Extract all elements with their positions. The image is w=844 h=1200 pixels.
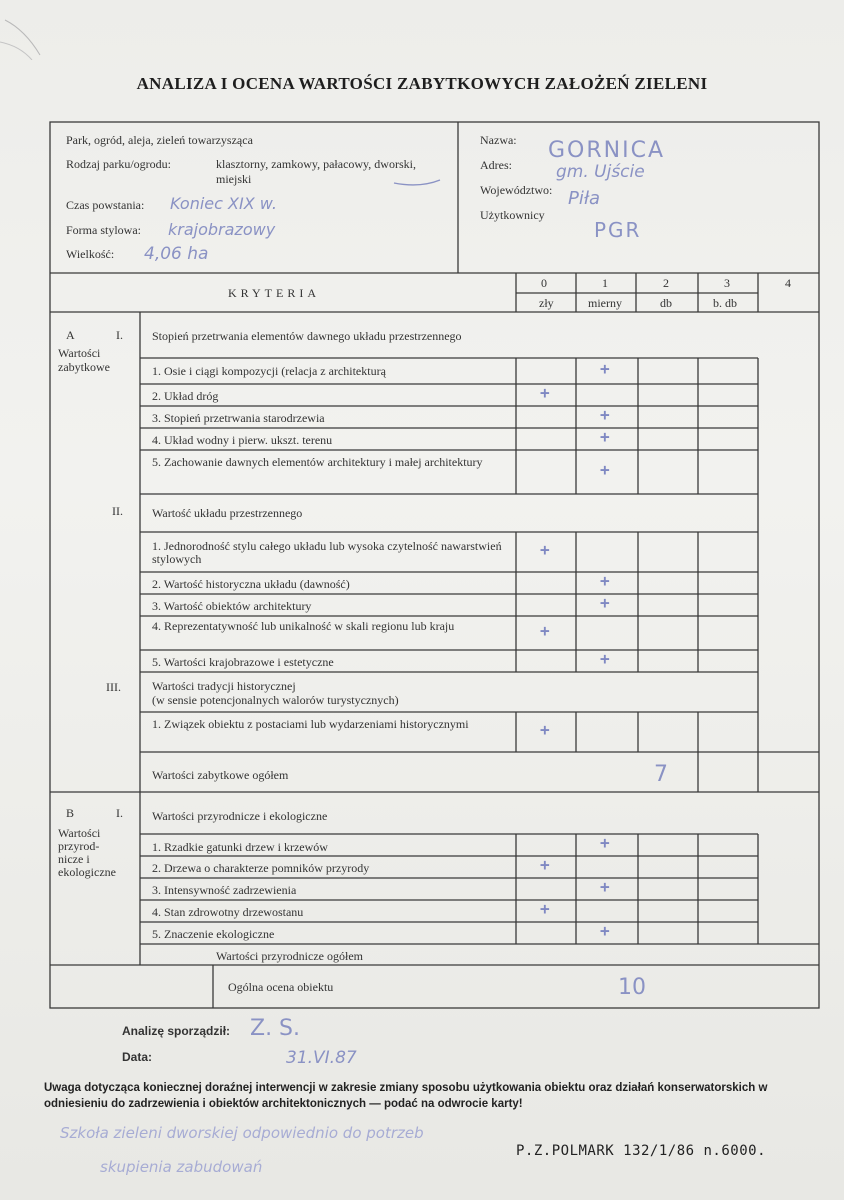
section-b-roman-1: I. xyxy=(116,806,123,820)
overall-value: 10 xyxy=(618,975,646,1000)
rating-mark: + xyxy=(600,359,610,378)
rating-mark: + xyxy=(600,649,610,668)
rating-mark: + xyxy=(540,855,550,874)
nazwa-value: GORNICA xyxy=(548,138,666,163)
section-a-name-1: Wartości xyxy=(58,346,101,360)
scale-3-num: 3 xyxy=(724,276,730,290)
adres-value: gm. Ujście xyxy=(556,162,645,182)
analysis-signature: Z. S. xyxy=(250,1016,301,1041)
criterion-b-1: 1. Rzadkie gatunki drzew i krzewów xyxy=(152,840,328,854)
rating-mark: + xyxy=(540,899,550,918)
criterion-b-4: 4. Stan zdrowotny drzewostanu xyxy=(152,905,304,919)
forma-label: Forma stylowa: xyxy=(66,223,141,237)
rating-mark: + xyxy=(600,571,610,590)
nazwa-label: Nazwa: xyxy=(480,133,517,147)
section-a-total-label: Wartości zabytkowe ogółem xyxy=(152,768,289,782)
intervention-note: Uwaga dotycząca koniecznej doraźnej interwencji w zakresie zmiany sposobu użytkowania obiektu oraz działań konserwatorskich w odniesieniu do zadrzewienia i obiektów architektonicznych — podać na odwrocie karty! xyxy=(44,1082,768,1110)
section-a-name-2: zabytkowe xyxy=(58,360,110,374)
rating-mark: + xyxy=(540,621,550,640)
scale-2-num: 2 xyxy=(663,276,669,290)
scale-2-label: db xyxy=(660,296,672,310)
handwritten-note-2: skupienia zabudowań xyxy=(100,1158,263,1176)
rating-mark: + xyxy=(540,540,550,559)
group-a3-title-2: (w sensie potencjonalnych walorów turystycznych) xyxy=(152,693,399,707)
criterion-b-3: 3. Intensywność zadrzewienia xyxy=(152,883,297,897)
scale-3-label: b. db xyxy=(713,296,737,310)
scale-0-num: 0 xyxy=(541,276,547,290)
print-code: P.Z.POLMARK 132/1/86 n.6000. xyxy=(516,1143,767,1159)
criterion-b-5: 5. Znaczenie ekologiczne xyxy=(152,927,275,941)
park-type-line: Park, ogród, aleja, zieleń towarzysząca xyxy=(66,133,253,147)
scale-4-num: 4 xyxy=(785,276,791,290)
section-a-total-value: 7 xyxy=(654,762,668,787)
criterion-a1-1: 1. Osie i ciągi kompozycji (relacja z architekturą xyxy=(152,364,386,378)
group-a2-title: Wartość układu przestrzennego xyxy=(152,506,303,520)
criterion-a2-1: 1. Jednorodność stylu całego układu lub wysoka czytelność nawarstwień stylowych xyxy=(152,539,502,566)
rating-mark: + xyxy=(600,460,610,479)
criterion-a2-4: 4. Reprezentatywność lub unikalność w skali regionu lub kraju xyxy=(152,619,455,633)
criterion-a3-1: 1. Związek obiektu z postaciami lub wydarzeniami historycznymi xyxy=(152,717,469,731)
section-b-total-label: Wartości przyrodnicze ogółem xyxy=(216,949,363,963)
rodzaj-options-2: miejski xyxy=(216,172,252,186)
criteria-header: KRYTERIA xyxy=(228,286,320,300)
group-a1-title: Stopień przetrwania elementów dawnego układu przestrzennego xyxy=(152,329,462,343)
wielkosc-value: 4,06 ha xyxy=(144,244,209,264)
czas-label: Czas powstania: xyxy=(66,198,145,212)
criterion-a1-4: 4. Układ wodny i pierw. ukszt. terenu xyxy=(152,433,333,447)
criterion-a1-2: 2. Układ dróg xyxy=(152,389,219,403)
section-b-name-1: Wartości xyxy=(58,826,101,840)
rodzaj-label: Rodzaj parku/ogrodu: xyxy=(66,157,171,171)
group-b1-title: Wartości przyrodnicze i ekologiczne xyxy=(152,809,328,823)
date-value: 31.VI.87 xyxy=(286,1048,357,1068)
section-b-name-4: ekologiczne xyxy=(58,865,116,879)
rating-mark: + xyxy=(600,877,610,896)
date-label: Data: xyxy=(122,1050,153,1064)
form-title: ANALIZA I OCENA WARTOŚCI ZABYTKOWYCH ZAŁOŻEŃ ZIELENI xyxy=(136,74,708,93)
adres-label: Adres: xyxy=(480,158,512,172)
section-a-letter: A xyxy=(66,328,75,342)
scale-1-num: 1 xyxy=(602,276,608,290)
wielkosc-label: Wielkość: xyxy=(66,247,115,261)
criterion-a2-5: 5. Wartości krajobrazowe i estetyczne xyxy=(152,655,334,669)
criterion-a2-2: 2. Wartość historyczna układu (dawność) xyxy=(152,577,350,591)
rating-mark: + xyxy=(600,427,610,446)
scale-1-label: mierny xyxy=(588,296,622,310)
section-a-roman-2: II. xyxy=(112,504,123,518)
uzytkownicy-label: Użytkownicy xyxy=(480,208,545,222)
wojewodztwo-label: Województwo: xyxy=(480,183,553,197)
section-b-letter: B xyxy=(66,806,75,820)
scale-0-label: zły xyxy=(539,296,554,310)
criterion-a1-3: 3. Stopień przetrwania starodrzewia xyxy=(152,411,325,425)
czas-value: Koniec XIX w. xyxy=(170,194,277,213)
section-a-roman-1: I. xyxy=(116,328,123,342)
rating-mark: + xyxy=(600,833,610,852)
section-b-name-3: nicze i xyxy=(58,852,90,866)
rating-mark: + xyxy=(600,405,610,424)
analysis-label: Analizę sporządził: xyxy=(122,1024,231,1038)
uzytkownicy-value: PGR xyxy=(594,218,642,242)
forma-value: krajobrazowy xyxy=(168,220,276,239)
section-b-name-2: przyrod- xyxy=(58,839,100,853)
rating-mark: + xyxy=(600,593,610,612)
rodzaj-options: klasztorny, zamkowy, pałacowy, dworski, xyxy=(216,157,416,171)
criterion-b-2: 2. Drzewa o charakterze pomników przyrody xyxy=(152,861,370,875)
handwritten-note-1: Szkoła zieleni dworskiej odpowiednio do potrzeb xyxy=(60,1124,424,1142)
group-a3-title-1: Wartości tradycji historycznej xyxy=(152,679,296,693)
rating-mark: + xyxy=(540,383,550,402)
section-a-roman-3: III. xyxy=(106,680,121,694)
wojewodztwo-value: Piła xyxy=(568,188,601,209)
rating-mark: + xyxy=(540,720,550,739)
overall-label: Ogólna ocena obiektu xyxy=(228,980,334,994)
rating-mark: + xyxy=(600,921,610,940)
criterion-a2-3: 3. Wartość obiektów architektury xyxy=(152,599,312,613)
criterion-a1-5: 5. Zachowanie dawnych elementów architektury i małej architektury xyxy=(152,455,483,469)
